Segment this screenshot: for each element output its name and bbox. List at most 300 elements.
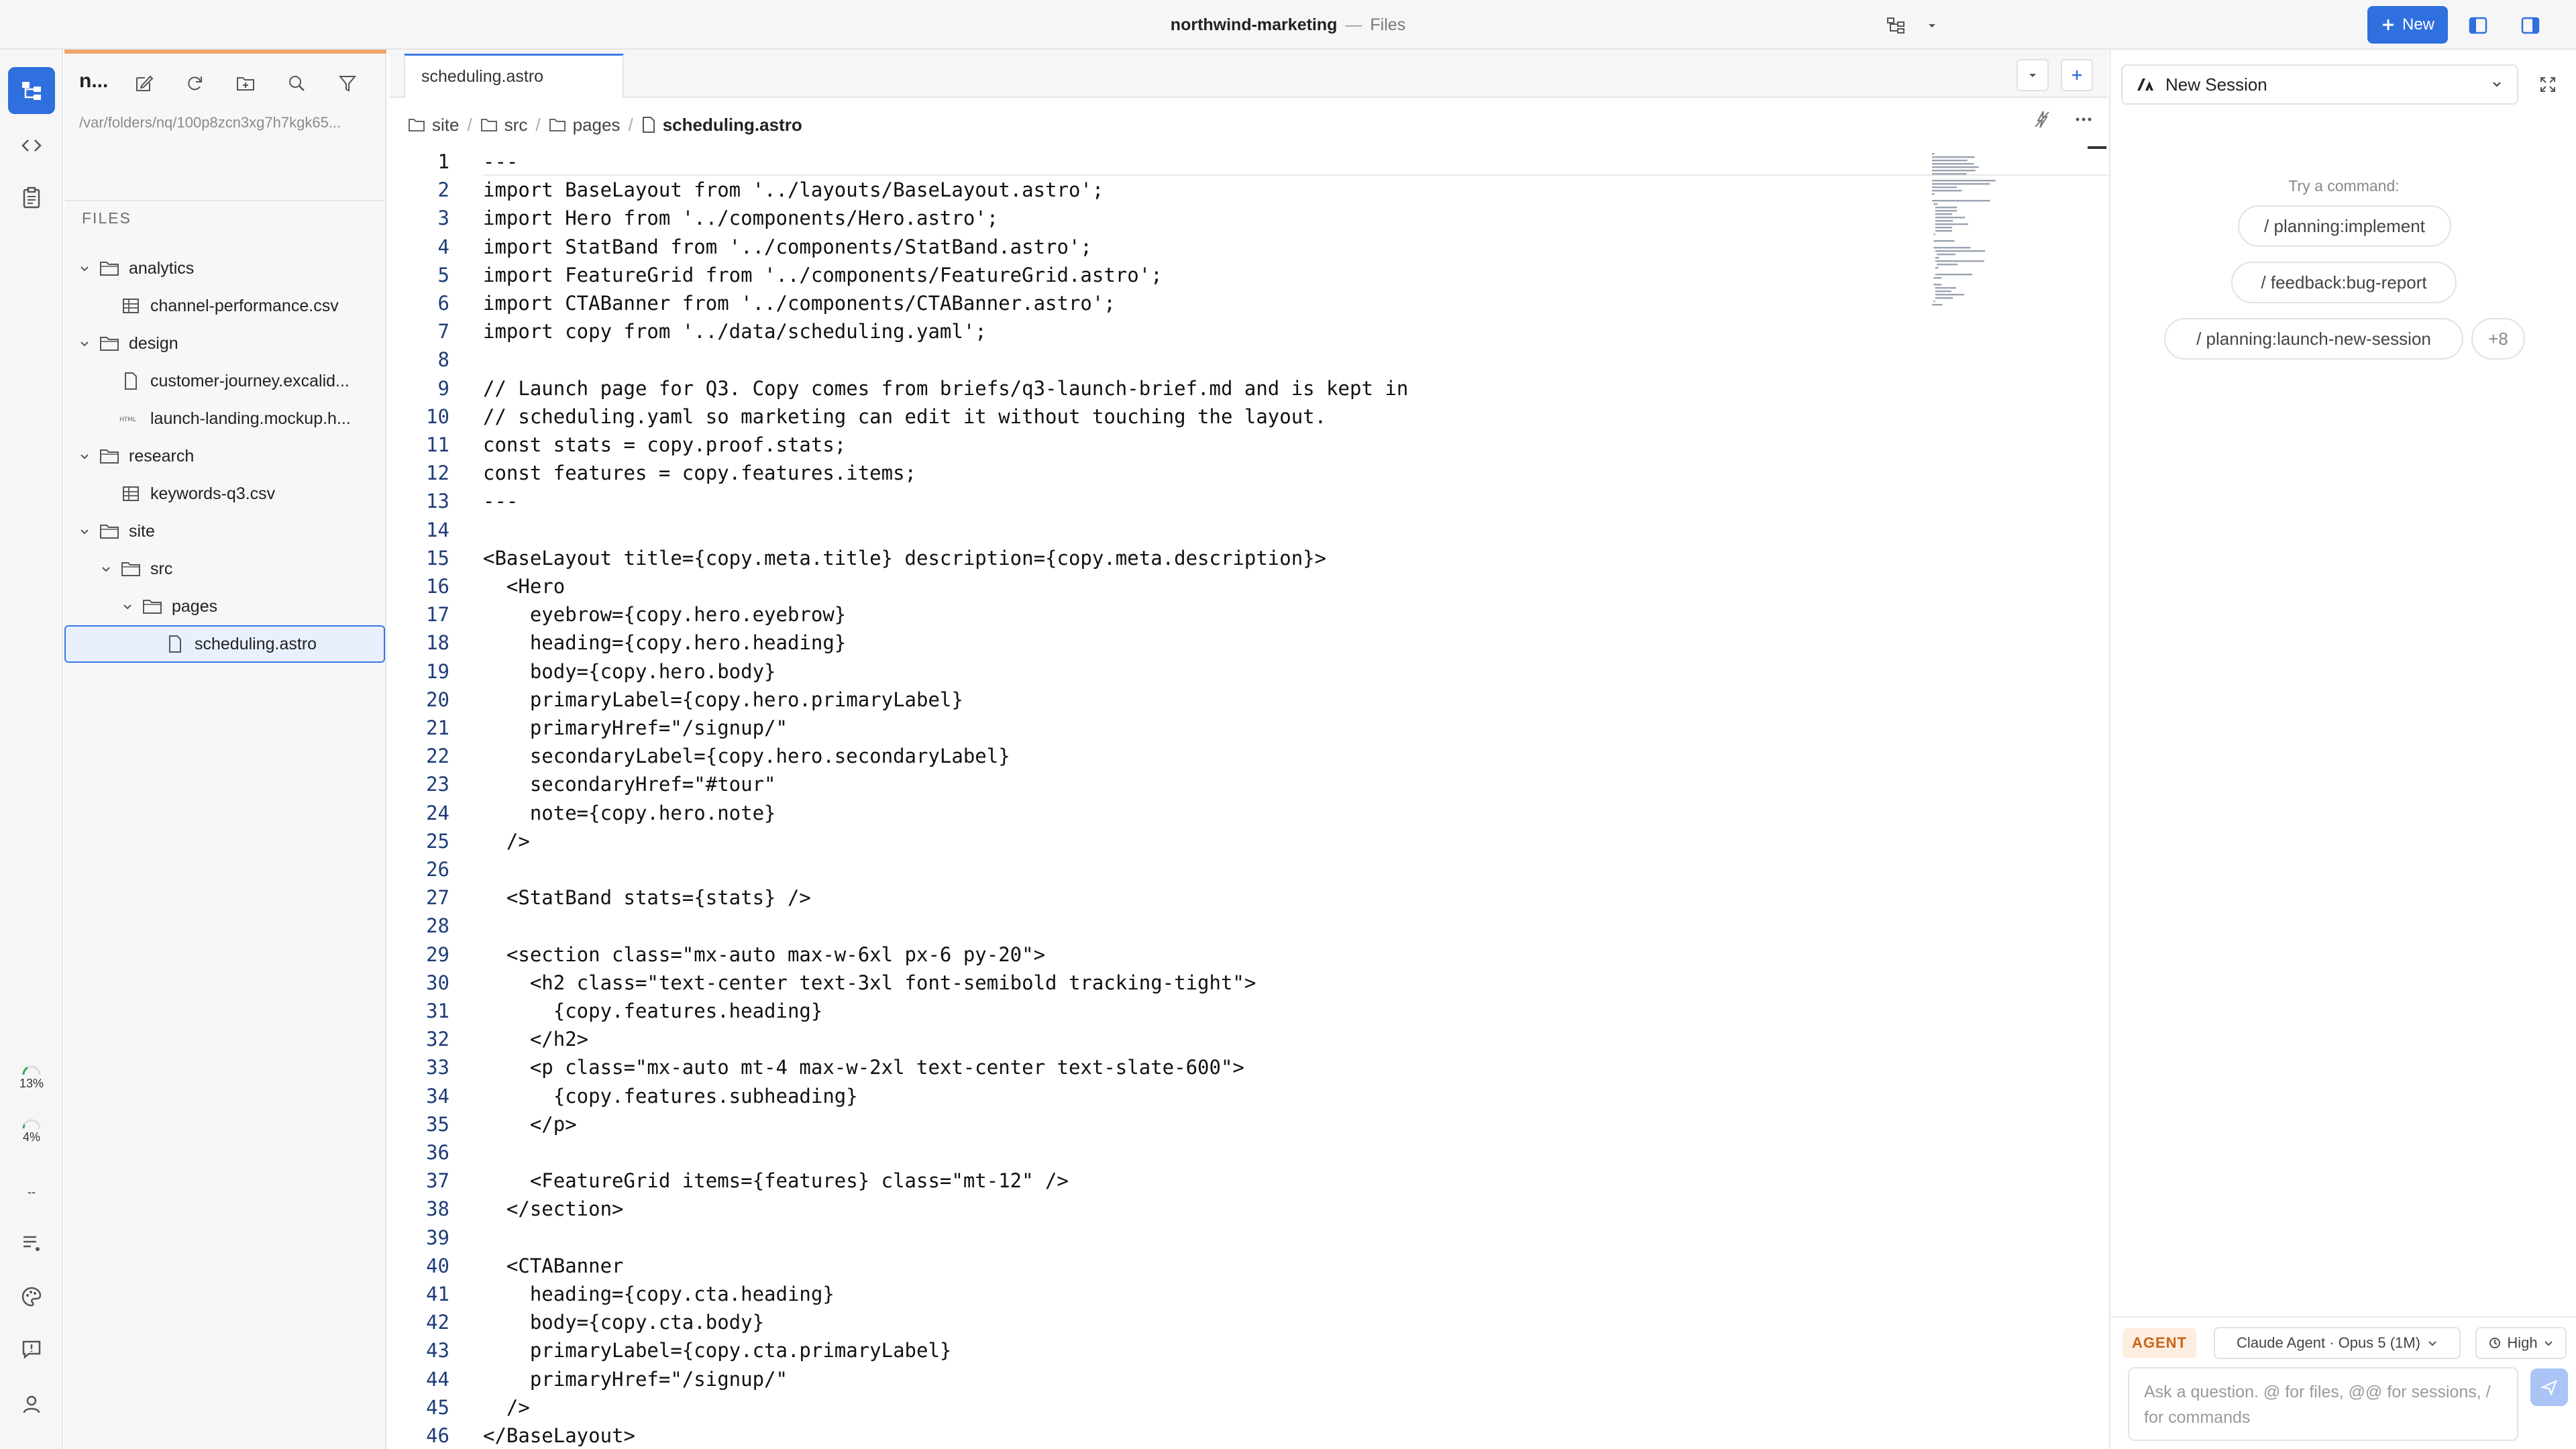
table-icon	[119, 484, 142, 504]
tree-spacer	[98, 411, 114, 427]
code-line[interactable]	[389, 516, 1932, 544]
minimap-line	[1933, 284, 1941, 285]
code-text: secondaryLabel={copy.hero.secondaryLabel}	[483, 745, 1010, 768]
line-number: 32	[426, 1028, 449, 1051]
plus-icon	[2381, 17, 2396, 32]
folder-icon	[141, 596, 164, 616]
network-usage-label: --	[28, 1185, 36, 1199]
code-line[interactable]	[389, 1053, 1932, 1081]
breadcrumb-site[interactable]	[408, 115, 459, 136]
effort-icon	[2488, 1336, 2502, 1350]
minimap-line	[1935, 213, 1952, 215]
minimap-line	[1935, 250, 1985, 252]
code-line[interactable]	[389, 1393, 1932, 1421]
code-line[interactable]	[389, 1280, 1932, 1308]
code-line[interactable]	[389, 799, 1932, 827]
clipboard-icon[interactable]	[8, 174, 55, 221]
minimap-line	[1932, 200, 1990, 201]
folder-icon	[480, 117, 498, 132]
memory-usage-label: 4%	[22, 1130, 40, 1144]
line-number: 39	[426, 1226, 449, 1249]
effort-select-label: High	[2507, 1334, 2538, 1351]
explorer-title: n...	[79, 70, 109, 92]
minimap-line	[1935, 267, 1939, 268]
code-text: eyebrow={copy.hero.eyebrow}	[483, 603, 847, 627]
minimap-line	[1933, 247, 1970, 248]
html-icon	[119, 409, 142, 429]
minimap-line	[1933, 203, 1937, 205]
code-line[interactable]	[389, 1365, 1932, 1393]
code-line[interactable]	[389, 374, 1932, 402]
minimap-line	[1935, 290, 1951, 292]
breadcrumb-label: scheduling.astro	[662, 114, 802, 135]
code-text: />	[483, 829, 530, 853]
code-line[interactable]	[389, 714, 1932, 742]
minimap-line	[1935, 223, 1968, 225]
minimap-line	[1935, 230, 1952, 231]
line-number: 11	[426, 433, 449, 456]
line-number: 6	[437, 292, 449, 315]
code-line[interactable]	[389, 686, 1932, 714]
scrollbar-marker[interactable]	[2088, 146, 2106, 149]
minimap-line	[1932, 183, 1990, 184]
toggle-left-panel-icon[interactable]	[2463, 11, 2493, 40]
line-number: 44	[426, 1367, 449, 1391]
composer-divider	[2110, 1316, 2576, 1318]
more-commands-chip[interactable]	[2471, 318, 2525, 360]
line-number: 41	[426, 1283, 449, 1305]
line-number: 15	[426, 546, 449, 570]
minimap-line	[1932, 193, 1935, 195]
line-number: 10	[426, 405, 449, 428]
workspace-path: /var/folders/nq/100p8zcn3xg7h7kgk65...	[79, 114, 341, 131]
code-line[interactable]	[389, 233, 1932, 261]
command-chip-label: / feedback:bug-report	[2261, 272, 2427, 292]
command-chip-feedback-bug-report[interactable]	[2231, 262, 2457, 303]
minimap-line	[1935, 274, 1972, 275]
project-name: northwind-marketing	[1170, 15, 1338, 34]
file-icon	[119, 371, 142, 391]
session-select-label: New Session	[2165, 74, 2267, 95]
code-text: <StatBand stats={stats} />	[483, 886, 811, 910]
line-number: 22	[426, 745, 449, 768]
model-select-label: Claude Agent · Opus 5 (1M)	[2237, 1334, 2420, 1351]
chevron-down-icon[interactable]	[1917, 11, 1947, 40]
code-line[interactable]	[389, 1138, 1932, 1167]
line-number: 37	[426, 1169, 449, 1193]
file-icon	[164, 634, 186, 654]
code-line[interactable]	[389, 1110, 1932, 1138]
code-text: const features = copy.features.items;	[483, 462, 917, 485]
explorer-divider	[64, 200, 386, 201]
chevron-down-icon[interactable]	[76, 260, 93, 276]
tasks-icon[interactable]	[8, 1220, 55, 1267]
code-line[interactable]	[389, 544, 1932, 572]
agent-panel	[2109, 50, 2576, 1449]
code-text: </section>	[483, 1197, 624, 1221]
line-number: 43	[426, 1339, 449, 1362]
command-chip-label: / planning:implement	[2264, 215, 2425, 236]
line-number: 40	[426, 1254, 449, 1277]
anthropic-logo-icon	[2136, 77, 2156, 92]
code-text: <CTABanner	[483, 1254, 624, 1277]
chevron-down-icon[interactable]	[76, 523, 93, 539]
chevron-down-icon[interactable]	[119, 598, 136, 614]
minimap-line	[1937, 254, 1955, 255]
code-line[interactable]	[389, 629, 1932, 657]
minimap-line	[1932, 190, 1962, 191]
code-line[interactable]	[389, 1224, 1932, 1252]
line-number: 30	[426, 971, 449, 994]
toggle-right-panel-icon[interactable]	[2516, 11, 2545, 40]
line-number: 31	[426, 1000, 449, 1022]
code-text: ---	[483, 150, 519, 173]
new-button[interactable]	[2367, 6, 2448, 44]
line-number: 2	[437, 178, 449, 202]
code-line[interactable]	[389, 941, 1932, 969]
code-text: body={copy.cta.body}	[483, 1311, 765, 1334]
line-number: 34	[426, 1084, 449, 1108]
code-line[interactable]	[389, 204, 1932, 232]
breadcrumb-label: src	[504, 114, 528, 135]
code-text: heading={copy.cta.heading}	[483, 1283, 835, 1305]
minimap-line	[1932, 153, 1935, 154]
code-text: <h2 class="text-center text-3xl font-semibold tracking-tight">	[483, 971, 1256, 994]
line-number: 14	[426, 518, 449, 541]
line-number: 45	[426, 1395, 449, 1419]
expand-icon[interactable]	[2533, 70, 2563, 99]
more-options-icon[interactable]	[2073, 109, 2094, 133]
code-text: secondaryHref="#tour"	[483, 773, 776, 796]
tree-file[interactable]	[64, 400, 386, 437]
code-line[interactable]	[389, 827, 1932, 855]
files-view-icon[interactable]	[8, 67, 55, 114]
code-line[interactable]	[389, 1421, 1932, 1449]
title-separator: —	[1345, 15, 1362, 34]
palette-icon[interactable]	[8, 1273, 55, 1320]
minimap-line	[1933, 240, 1954, 241]
breadcrumb-src[interactable]	[480, 115, 528, 136]
breadcrumb-separator: /	[535, 114, 541, 135]
line-number: 27	[426, 886, 449, 910]
code-line[interactable]	[389, 1336, 1932, 1364]
cpu-usage-label: 13%	[19, 1077, 44, 1090]
memory-usage-gauge	[8, 1104, 55, 1144]
code-line[interactable]	[389, 1025, 1932, 1053]
code-text: <Hero	[483, 575, 566, 598]
refresh-icon[interactable]	[180, 68, 209, 98]
minimap-line	[1932, 160, 1968, 161]
tree-item-label: research	[129, 446, 195, 466]
minimap-line	[1935, 227, 1952, 228]
code-text: <FeatureGrid items={features} class="mt-12" />	[483, 1169, 1069, 1193]
command-chip-label: / planning:launch-new-session	[2196, 328, 2431, 349]
send-button[interactable]	[2530, 1368, 2568, 1406]
code-text: import copy from '../data/scheduling.yaml';	[483, 320, 987, 343]
minimap-line	[1932, 166, 1979, 168]
tree-file[interactable]	[64, 625, 385, 663]
line-number: 35	[426, 1112, 449, 1136]
code-text: import FeatureGrid from '../components/FeatureGrid.astro';	[483, 263, 1163, 286]
folder-icon	[119, 559, 142, 579]
code-line[interactable]	[389, 883, 1932, 912]
tree-file[interactable]	[64, 287, 386, 325]
code-line[interactable]	[389, 1252, 1932, 1280]
line-number: 7	[437, 320, 449, 343]
project-tree-icon[interactable]	[1881, 11, 1911, 40]
agent-mode-badge[interactable]	[2123, 1328, 2196, 1358]
code-line[interactable]	[389, 1082, 1932, 1110]
tab-list-dropdown[interactable]	[2017, 59, 2049, 91]
new-button-label: New	[2402, 15, 2434, 34]
file-icon	[641, 116, 656, 133]
line-number: 5	[437, 263, 449, 286]
line-number: 38	[426, 1197, 449, 1221]
explorer-accent-bar	[64, 50, 386, 54]
tree-folder[interactable]	[64, 437, 386, 475]
tree-item-label: src	[150, 559, 173, 578]
line-number: 28	[426, 914, 449, 938]
chevron-down-icon	[2427, 1338, 2438, 1348]
account-icon[interactable]	[8, 1381, 55, 1428]
line-number: 18	[426, 631, 449, 655]
minimap-line	[1932, 173, 1967, 174]
minimap-line	[1933, 233, 1935, 235]
line-number: 4	[437, 235, 449, 258]
line-number: 3	[437, 207, 449, 230]
send-icon	[2540, 1378, 2559, 1397]
code-line[interactable]	[389, 855, 1932, 883]
effort-select[interactable]	[2475, 1327, 2567, 1359]
feedback-icon[interactable]	[8, 1326, 55, 1373]
tree-spacer	[98, 486, 114, 502]
minimap-line	[1935, 297, 1953, 299]
try-command-label: Try a command:	[2288, 177, 2400, 195]
tree-item-label: design	[129, 333, 178, 353]
minimap-line	[1932, 186, 1957, 188]
minimap-line	[1935, 294, 1964, 295]
tree-folder[interactable]	[64, 325, 386, 362]
tree-item-label: keywords-q3.csv	[150, 484, 276, 503]
line-number: 1	[437, 150, 449, 173]
code-text: // scheduling.yaml so marketing can edit it without touching the layout.	[483, 405, 1327, 428]
code-text: <p class="mx-auto mt-4 max-w-2xl text-center text-slate-600">	[483, 1056, 1244, 1079]
minimap-line	[1932, 180, 1996, 181]
model-select[interactable]	[2214, 1327, 2461, 1359]
folder-icon	[98, 333, 121, 354]
code-text: import BaseLayout from '../layouts/BaseLayout.astro';	[483, 178, 1104, 202]
minimap-line	[1932, 156, 1975, 158]
code-text: primaryLabel={copy.hero.primaryLabel}	[483, 688, 963, 711]
format-icon[interactable]	[2031, 109, 2053, 133]
code-text: const stats = copy.proof.stats;	[483, 433, 847, 456]
tree-file[interactable]	[64, 475, 386, 513]
search-icon[interactable]	[282, 68, 311, 98]
filter-icon[interactable]	[333, 68, 362, 98]
activity-bar	[0, 50, 63, 1449]
tree-item-label: channel-performance.csv	[150, 296, 339, 315]
line-number: 21	[426, 716, 449, 739]
code-text: primaryHref="/signup/"	[483, 1367, 788, 1391]
file-explorer	[64, 50, 386, 1449]
folder-icon	[98, 446, 121, 466]
line-number: 20	[426, 688, 449, 711]
code-text: ---	[483, 490, 519, 513]
folder-icon	[98, 521, 121, 541]
line-number: 12	[426, 462, 449, 485]
minimap-line	[1935, 220, 1953, 221]
code-view-icon[interactable]	[8, 122, 55, 169]
chevron-down-icon[interactable]	[76, 448, 93, 464]
code-line[interactable]	[389, 459, 1932, 487]
minimap-line	[1935, 260, 1984, 262]
new-file-icon[interactable]	[129, 68, 158, 98]
line-number: 46	[426, 1424, 449, 1447]
code-line[interactable]	[389, 572, 1932, 600]
network-usage-gauge	[8, 1159, 55, 1199]
code-text: import Hero from '../components/Hero.astro';	[483, 207, 999, 230]
table-icon	[119, 296, 142, 316]
code-text: {copy.features.heading}	[483, 1000, 823, 1022]
code-line[interactable]	[389, 600, 1932, 629]
tree-folder[interactable]	[64, 588, 386, 625]
tree-spacer	[98, 373, 114, 389]
code-line[interactable]	[389, 997, 1932, 1025]
minimap-line	[1933, 301, 1935, 302]
line-number: 24	[426, 801, 449, 824]
line-number: 26	[426, 858, 449, 881]
code-line[interactable]	[389, 261, 1932, 289]
code-line[interactable]	[389, 402, 1932, 431]
code-line[interactable]	[389, 148, 1932, 176]
breadcrumb-separator: /	[628, 114, 633, 135]
line-number: 33	[426, 1056, 449, 1079]
tab-scheduling-astro[interactable]	[404, 54, 624, 98]
chevron-down-icon[interactable]	[98, 561, 114, 577]
chat-input[interactable]	[2128, 1367, 2518, 1441]
breadcrumb-separator: /	[467, 114, 472, 135]
line-number: 13	[426, 490, 449, 513]
minimap-line	[1933, 277, 1941, 278]
line-number: 36	[426, 1141, 449, 1164]
minimap-line	[1937, 264, 1957, 265]
new-tab-button[interactable]	[2061, 59, 2093, 91]
code-text: </BaseLayout>	[483, 1424, 635, 1447]
tree-folder[interactable]	[64, 513, 386, 550]
code-line[interactable]	[389, 1167, 1932, 1195]
svg-text:HTML: HTML	[119, 417, 137, 423]
code-text: />	[483, 1395, 530, 1419]
chevron-down-icon	[2026, 68, 2039, 82]
tree-item-label: customer-journey.excalid...	[150, 371, 350, 390]
code-text: primaryLabel={copy.cta.primaryLabel}	[483, 1339, 952, 1362]
breadcrumb-pages[interactable]	[549, 115, 621, 136]
new-folder-icon[interactable]	[231, 68, 260, 98]
tree-item-label: scheduling.astro	[195, 634, 317, 653]
code-text: <section class="mx-auto max-w-6xl px-6 py-20">	[483, 943, 1046, 966]
code-line[interactable]	[389, 969, 1932, 997]
minimap[interactable]	[1931, 150, 2038, 325]
chevron-down-icon[interactable]	[76, 335, 93, 352]
line-number: 29	[426, 943, 449, 966]
code-text: <BaseLayout title={copy.meta.title} description={copy.meta.description}>	[483, 546, 1327, 570]
files-section-label: FILES	[82, 209, 131, 227]
code-text: heading={copy.hero.heading}	[483, 631, 847, 655]
code-line[interactable]	[389, 176, 1932, 204]
code-text: note={copy.hero.note}	[483, 801, 776, 824]
minimap-line	[1935, 217, 1965, 218]
code-text: body={copy.hero.body}	[483, 659, 776, 683]
cpu-usage-gauge	[8, 1051, 55, 1091]
line-number: 25	[426, 829, 449, 853]
code-text: primaryHref="/signup/"	[483, 716, 788, 739]
code-text: // Launch page for Q3. Copy comes from briefs/q3-launch-brief.md and is kept in	[483, 376, 1409, 400]
explorer-toolbar	[129, 68, 362, 98]
line-number: 16	[426, 575, 449, 598]
code-text: import CTABanner from '../components/CTABanner.astro';	[483, 292, 1116, 315]
tree-item-label: analytics	[129, 258, 195, 278]
session-select[interactable]	[2121, 64, 2518, 105]
command-chip-planning-implement[interactable]	[2238, 205, 2451, 247]
line-number: 9	[437, 376, 449, 400]
editor-actions	[2031, 109, 2094, 133]
tree-folder[interactable]	[64, 550, 386, 588]
title-bar	[0, 0, 2576, 50]
minimap-line	[1935, 207, 1957, 208]
code-line[interactable]	[389, 912, 1932, 940]
code-editor[interactable]	[389, 148, 2108, 1449]
code-line[interactable]	[389, 657, 1932, 686]
code-line[interactable]	[389, 317, 1932, 345]
more-commands-label: +8	[2488, 328, 2508, 349]
breadcrumb-file[interactable]	[641, 115, 802, 136]
code-line[interactable]	[389, 289, 1932, 317]
code-line[interactable]	[389, 487, 1932, 515]
minimap-line	[1932, 170, 1976, 171]
tree-item-label: site	[129, 521, 155, 541]
folder-icon	[408, 117, 425, 132]
code-text: </p>	[483, 1112, 577, 1136]
line-number: 42	[426, 1311, 449, 1334]
code-line[interactable]	[389, 345, 1932, 374]
tree-file[interactable]	[64, 362, 386, 400]
agent-mode-label: AGENT	[2132, 1334, 2187, 1351]
line-number: 19	[426, 659, 449, 683]
line-number: 8	[437, 348, 449, 372]
minimap-line	[1935, 210, 1957, 211]
tree-spacer	[98, 298, 114, 314]
tab-label: scheduling.astro	[421, 67, 544, 86]
code-line[interactable]	[389, 431, 1932, 459]
minimap-line	[1932, 304, 1943, 305]
code-line[interactable]	[389, 1195, 1932, 1223]
code-line[interactable]	[389, 770, 1932, 798]
code-text: </h2>	[483, 1028, 589, 1051]
breadcrumb-label: site	[432, 114, 460, 135]
command-chip-planning-launch-new-session[interactable]	[2164, 318, 2463, 360]
folder-icon	[98, 258, 121, 278]
tree-spacer	[142, 636, 158, 652]
line-number: 23	[426, 773, 449, 796]
plus-icon	[2070, 68, 2084, 83]
tree-folder[interactable]	[64, 250, 386, 287]
editor-tab-bar	[389, 50, 2108, 98]
code-line[interactable]	[389, 1308, 1932, 1336]
title-context: Files	[1370, 15, 1406, 34]
minimap-line	[1935, 257, 1939, 258]
code-line[interactable]	[389, 742, 1932, 770]
line-number: 17	[426, 603, 449, 627]
